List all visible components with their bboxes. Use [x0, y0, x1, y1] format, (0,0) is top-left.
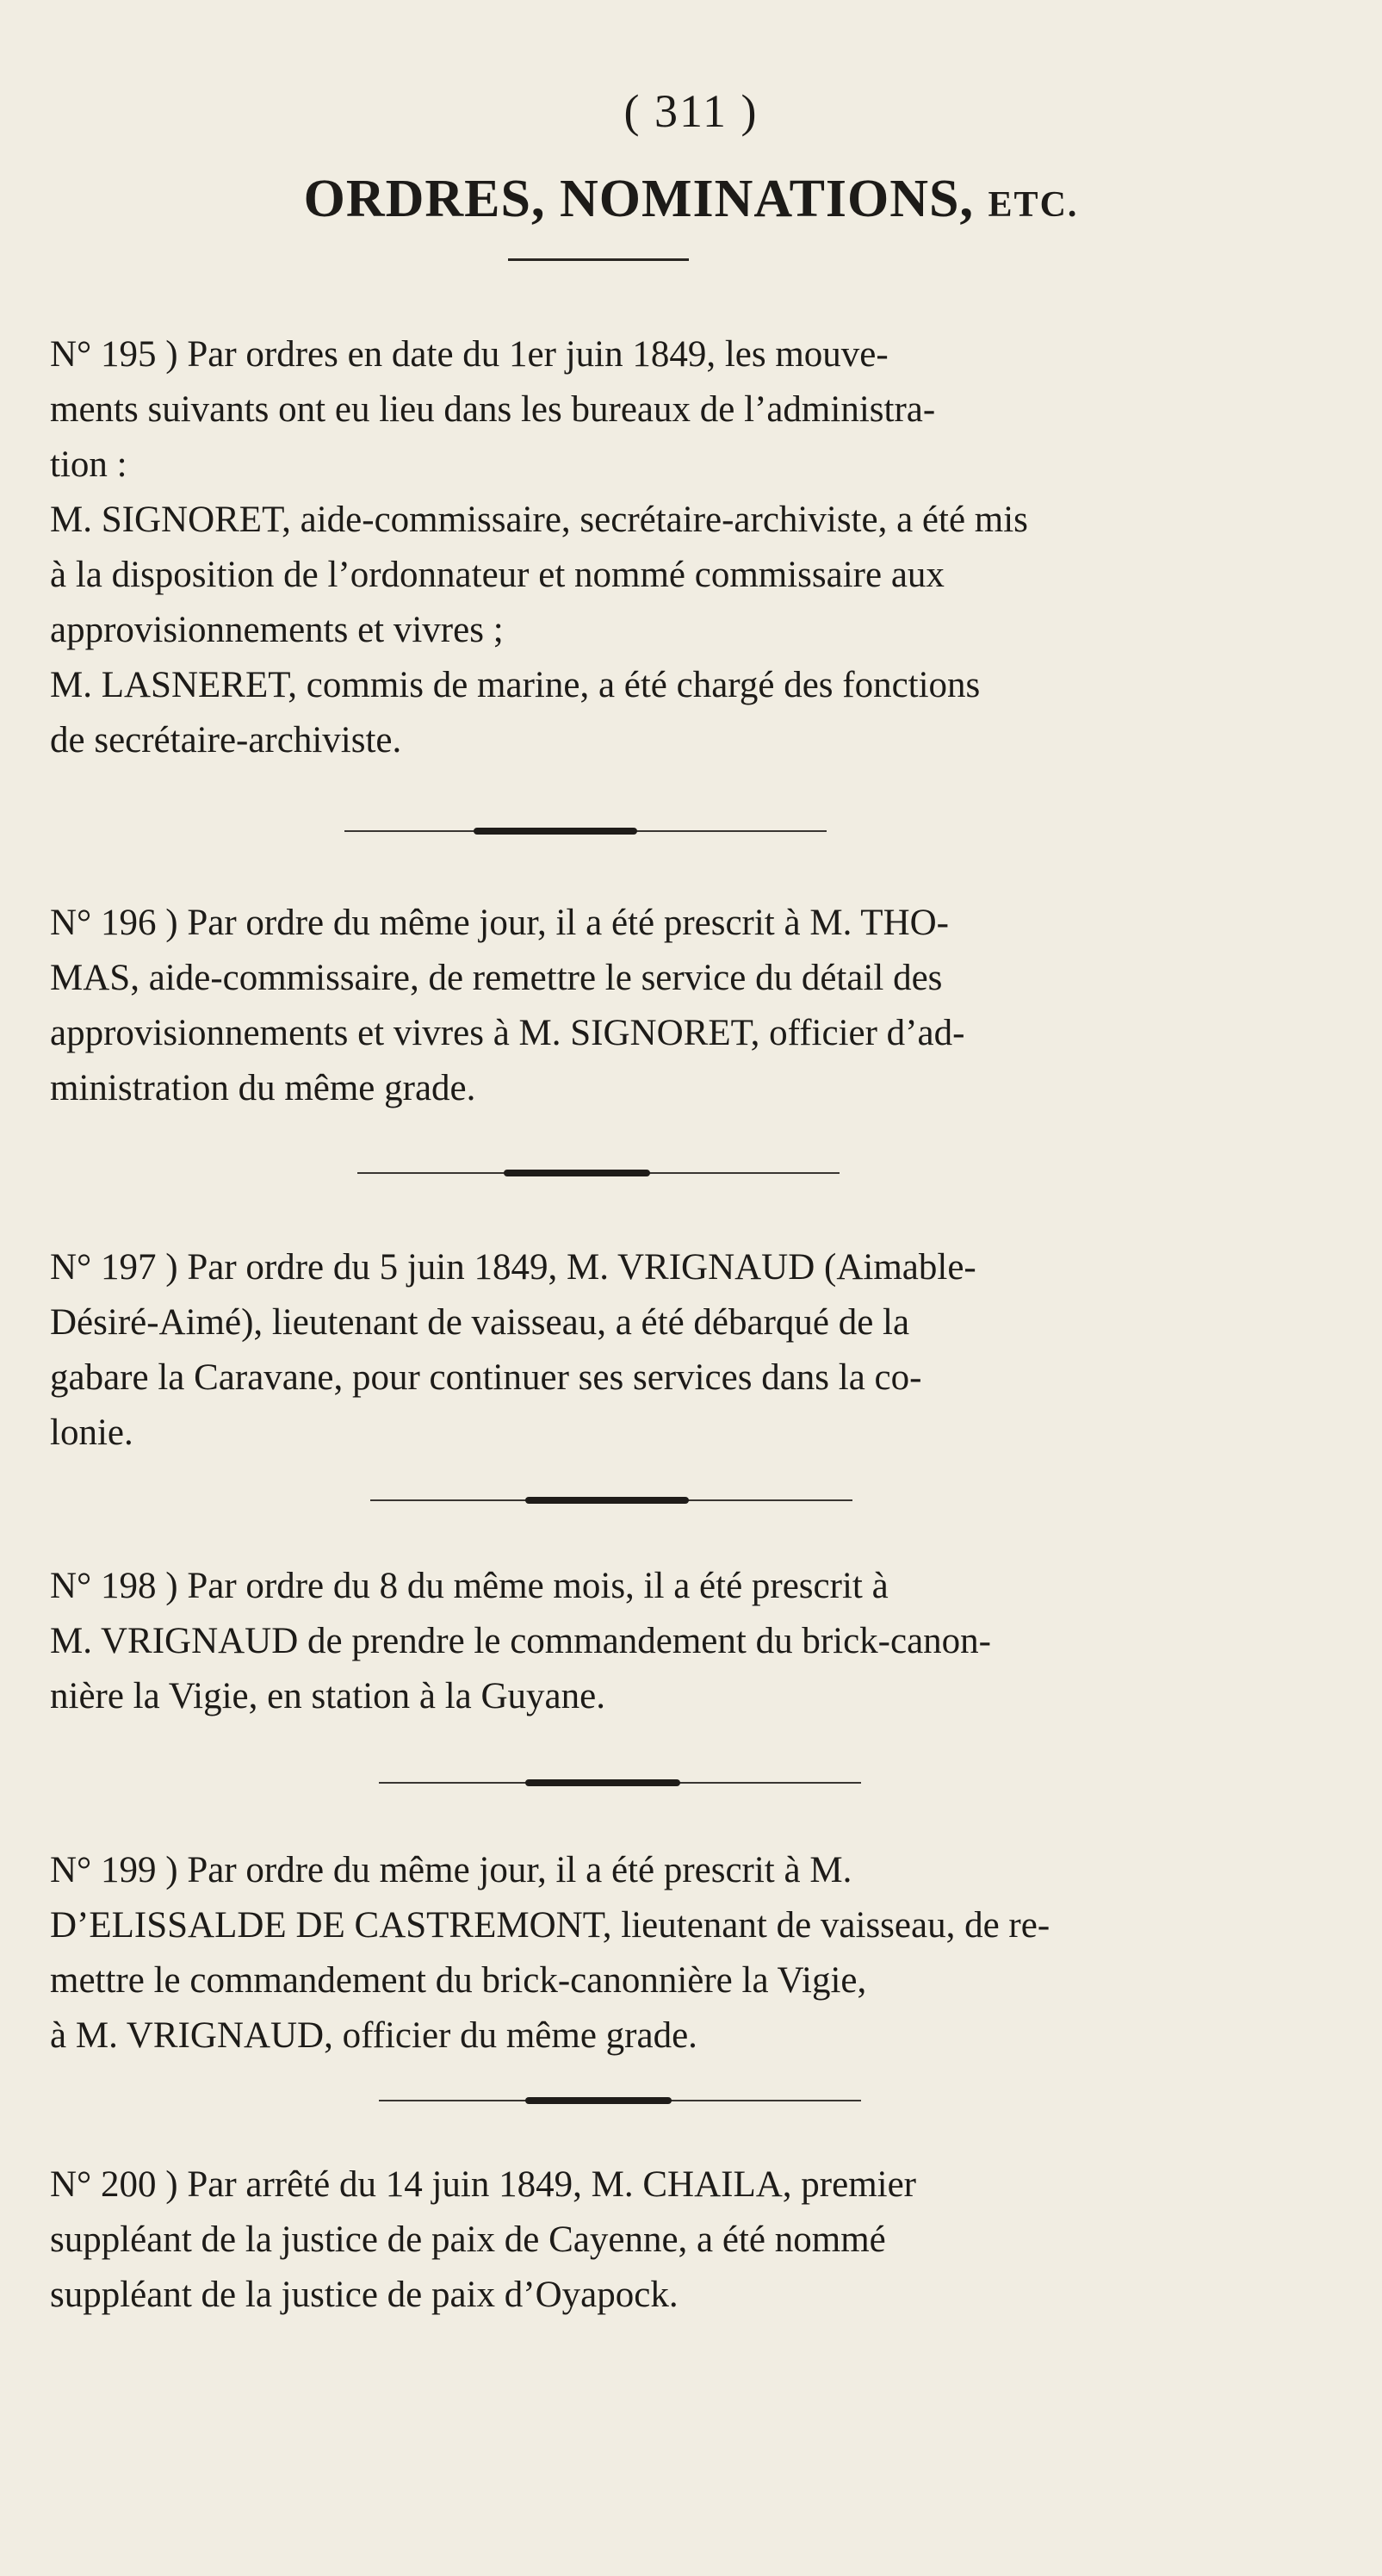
entry-line: N° 196 ) Par ordre du même jour, il a été prescrit à M. THO-	[50, 903, 949, 943]
page-number: ( 311 )	[623, 85, 759, 137]
separator-rule	[379, 2095, 861, 2107]
entry-line: à M. VRIGNAUD, officier du même grade.	[50, 2015, 697, 2056]
entry-line: à la disposition de l’ordonnateur et nommé commissaire aux	[50, 555, 945, 595]
entry-line: approvisionnements et vivres à M. SIGNORET, officier d’ad-	[50, 1013, 965, 1053]
entry-line: N° 199 ) Par ordre du même jour, il a été prescrit à M.	[50, 1850, 852, 1890]
entry-line: de secrétaire-archiviste.	[50, 720, 402, 760]
entry-line: approvisionnements et vivres ;	[50, 610, 504, 650]
entry-line: N° 200 ) Par arrêté du 14 juin 1849, M. CHAILA, premier	[50, 2164, 916, 2205]
separator-rule	[379, 1777, 861, 1789]
entry-line: suppléant de la justice de paix de Cayenne, a été nommé	[50, 2219, 886, 2260]
entry-200	[50, 2157, 1255, 2323]
heading-rule	[508, 258, 689, 261]
entry-line: nière la Vigie, en station à la Guyane.	[50, 1676, 605, 1716]
entry-line: D’ELISSALDE DE CASTREMONT, lieutenant de vaisseau, de re-	[50, 1905, 1050, 1946]
entry-line: suppléant de la justice de paix d’Oyapock.	[50, 2275, 679, 2315]
entry-line: ministration du même grade.	[50, 1068, 476, 1108]
entry-197	[50, 1240, 1255, 1461]
entry-line: mettre le commandement du brick-canonnière la Vigie,	[50, 1960, 867, 2001]
entry-line: N° 195 ) Par ordres en date du 1er juin 1849, les mouve-	[50, 334, 889, 375]
entry-line: N° 198 ) Par ordre du 8 du même mois, il a été prescrit à	[50, 1566, 889, 1606]
page-title-etc: ETC.	[988, 185, 1079, 225]
separator-rule	[370, 1494, 852, 1506]
entry-line: Désiré-Aimé), lieutenant de vaisseau, a été débarqué de la	[50, 1302, 910, 1343]
entry-line: MAS, aide-commissaire, de remettre le service du détail des	[50, 958, 943, 998]
entry-line: M. SIGNORET, aide-commissaire, secrétaire-archiviste, a été mis	[50, 500, 1028, 540]
page-title	[0, 169, 1382, 230]
entry-196	[50, 896, 1255, 1116]
entry-line: tion :	[50, 444, 127, 485]
entry-199	[50, 1843, 1255, 2064]
entry-line: lonie.	[50, 1412, 133, 1453]
entry-line: gabare la Caravane, pour continuer ses services dans la co-	[50, 1357, 922, 1398]
entry-line: M. LASNERET, commis de marine, a été chargé des fonctions	[50, 665, 981, 705]
entry-198	[50, 1559, 1255, 1724]
separator-rule	[357, 1167, 840, 1179]
entry-line: ments suivants ont eu lieu dans les bureaux de l’administra-	[50, 389, 936, 430]
entry-195	[50, 327, 1255, 768]
entry-line: N° 197 ) Par ordre du 5 juin 1849, M. VRIGNAUD (Aimable-	[50, 1247, 976, 1288]
separator-rule	[344, 825, 827, 837]
page-title-main: ORDRES, NOMINATIONS,	[303, 170, 975, 228]
entry-line: M. VRIGNAUD de prendre le commandement du brick-canon-	[50, 1621, 991, 1661]
